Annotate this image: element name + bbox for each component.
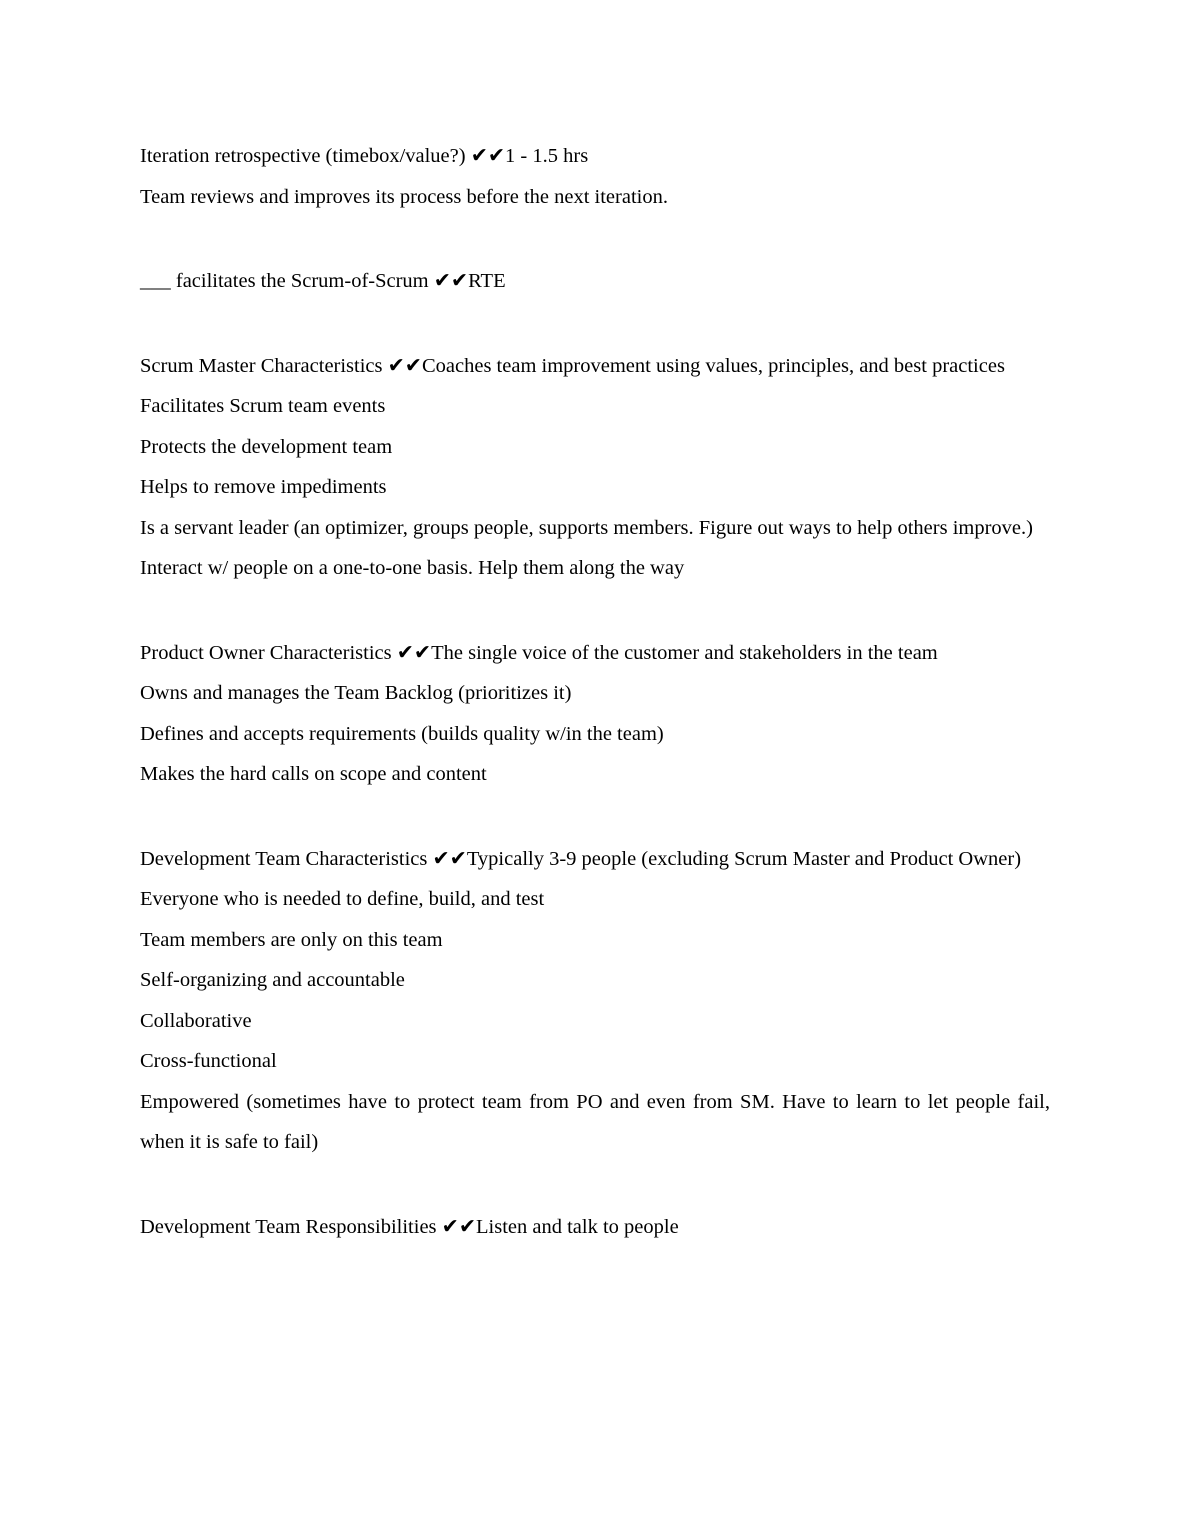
qa-block-iteration-retrospective xyxy=(140,136,1050,217)
text-line: Development Team Responsibilities ✔✔Listen and talk to people xyxy=(140,1215,679,1238)
qa-block-product-owner-characteristics xyxy=(140,633,1050,795)
text-line: Protects the development team xyxy=(140,435,393,458)
text-line: Empowered (sometimes have to protect team from PO and even from SM. Have to learn to let people fail, when it is safe to fail) xyxy=(140,1090,1050,1153)
text-line: Is a servant leader (an optimizer, groups people, supports members. Figure out ways to help others improve.) xyxy=(140,516,1033,539)
text-line: Facilitates Scrum team events xyxy=(140,395,386,417)
text-line: Team reviews and improves its process before the next iteration. xyxy=(140,185,668,208)
text-line: Product Owner Characteristics ✔✔The single voice of the customer and stakeholders in the team xyxy=(140,641,938,664)
qa-block-scrum-of-scrum xyxy=(140,261,1050,302)
text-line: Cross-functional xyxy=(140,1050,277,1072)
text-line: Team members are only on this team xyxy=(140,928,443,951)
text-line: Everyone who is needed to define, build, and test xyxy=(140,888,545,910)
qa-block-development-team-responsibilities xyxy=(140,1207,1050,1248)
text-line: Collaborative xyxy=(140,1009,252,1032)
text-line: Development Team Characteristics ✔✔Typically 3-9 people (excluding Scrum Master and Product Owner) xyxy=(140,847,1022,870)
text-line: Scrum Master Characteristics ✔✔Coaches team improvement using values, principles, and best practices xyxy=(140,354,1005,377)
text-line: Interact w/ people on a one-to-one basis. Help them along the way xyxy=(140,557,685,579)
qa-block-development-team-characteristics xyxy=(140,839,1050,1163)
text-line: ___ facilitates the Scrum-of-Scrum ✔✔RTE xyxy=(140,270,506,292)
text-line: Defines and accepts requirements (builds quality w/in the team) xyxy=(140,722,664,745)
text-line: Makes the hard calls on scope and content xyxy=(140,763,487,785)
text-line: Iteration retrospective (timebox/value?) ✔✔1 - 1.5 hrs xyxy=(140,145,589,167)
text-line: Helps to remove impediments xyxy=(140,476,387,498)
qa-block-scrum-master-characteristics xyxy=(140,346,1050,589)
text-line: Self-organizing and accountable xyxy=(140,969,405,991)
text-line: Owns and manages the Team Backlog (prioritizes it) xyxy=(140,682,572,704)
